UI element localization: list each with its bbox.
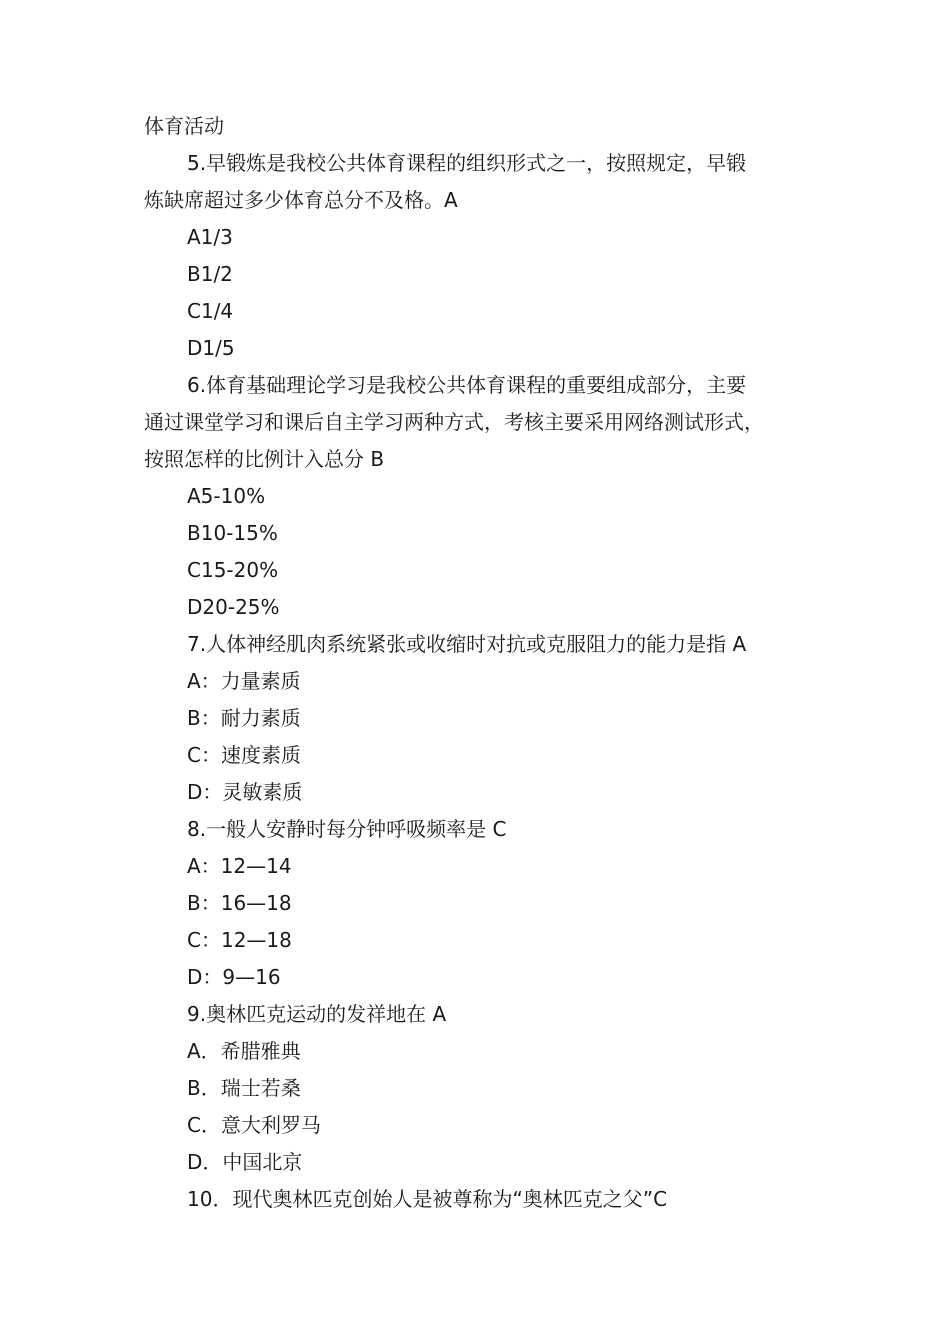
option-c: C．意大利罗马 — [187, 1113, 321, 1137]
question-9: 9.奥林匹克运动的发祥地在 A — [187, 1002, 447, 1026]
option-d: D：灵敏素质 — [187, 780, 303, 804]
option-b: B10-15% — [187, 521, 278, 545]
option-b: B：16—18 — [187, 891, 292, 915]
question-6-cont: 按照怎样的比例计入总分 B — [144, 447, 385, 471]
question-8: 8.一般人安静时每分钟呼吸频率是 C — [187, 817, 507, 841]
option-c: C1/4 — [187, 299, 234, 323]
question-5: 5.早锻炼是我校公共体育课程的组织形式之一，按照规定，早锻 — [187, 151, 747, 175]
option-c: C：12—18 — [187, 928, 292, 952]
option-d: D20-25% — [187, 595, 280, 619]
option-b: B1/2 — [187, 262, 233, 286]
question-6: 6.体育基础理论学习是我校公共体育课程的重要组成部分，主要 — [187, 373, 747, 397]
question-7: 7.人体神经肌肉系统紧张或收缩时对抗或克服阻力的能力是指 A — [187, 632, 747, 656]
option-a: A5-10% — [187, 484, 266, 508]
option-a: A：力量素质 — [187, 669, 301, 693]
option-a: A．希腊雅典 — [187, 1039, 301, 1063]
question-10: 10．现代奥林匹克创始人是被尊称为“奥林匹克之父”C — [187, 1187, 668, 1211]
option-b: B．瑞士若桑 — [187, 1076, 301, 1100]
option-a: A：12—14 — [187, 854, 292, 878]
option-d: D：9—16 — [187, 965, 281, 989]
option-d: D．中国北京 — [187, 1150, 303, 1174]
question-5-cont: 炼缺席超过多少体育总分不及格。A — [144, 188, 458, 212]
option-d: D1/5 — [187, 336, 235, 360]
text-line: 体育活动 — [144, 114, 224, 138]
option-b: B：耐力素质 — [187, 706, 301, 730]
option-a: A1/3 — [187, 225, 233, 249]
option-c: C15-20% — [187, 558, 279, 582]
option-c: C：速度素质 — [187, 743, 301, 767]
question-6-cont: 通过课堂学习和课后自主学习两种方式，考核主要采用网络测试形式， — [144, 410, 764, 434]
